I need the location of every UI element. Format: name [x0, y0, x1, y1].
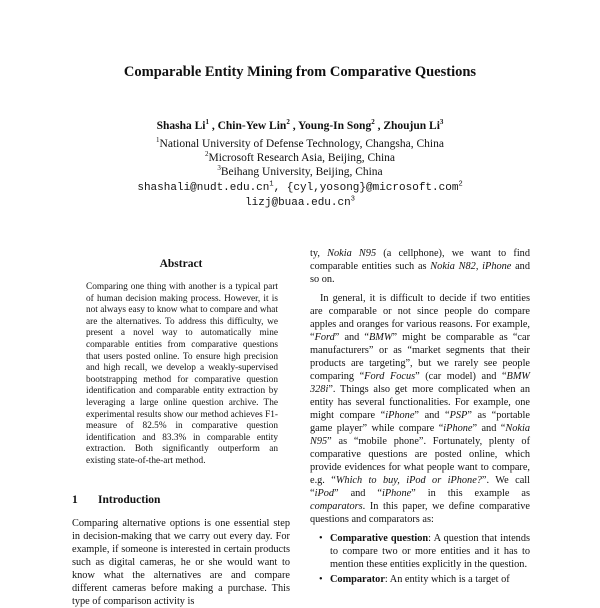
entity-term: comparators [310, 501, 363, 512]
definition-term: Comparative question [330, 533, 429, 544]
text-run: (a cellphone), we want to find comparable entities such as [310, 248, 530, 272]
bullet-icon: • [319, 533, 323, 544]
entity-term: iPhone [443, 423, 473, 434]
entity-term: PSP [449, 410, 468, 421]
author-list: Shasha Li$^1$ , Chin-Yew Lin$^2$ , Young-In Song$^2$ , Zhoujun Li$^3$ [156, 118, 444, 132]
entity-term: iPhone [482, 261, 512, 272]
entity-term: Nokia N95 [310, 423, 530, 447]
list-item [310, 532, 530, 571]
affiliation [0, 166, 600, 178]
text-run: ” and “ [334, 488, 382, 499]
text-run: ” (car model) and “ [415, 371, 507, 382]
author-name: Chin-Yew Lin [217, 120, 287, 132]
affiliation [0, 138, 600, 150]
entity-term: Ford Focus [364, 371, 416, 382]
text-run: ” and “ [472, 423, 506, 434]
bullet-icon: • [319, 574, 323, 585]
section-number: 1 [72, 494, 78, 506]
list-item [310, 573, 530, 586]
text-run: . In this paper, we define comparative questions and comparators as: [310, 501, 530, 525]
example-question: Which to buy, iPod or iPhone? [335, 475, 482, 486]
email-sup: 2 [458, 180, 463, 189]
email-sup: 1 [269, 180, 274, 189]
text-run: ” as “mobile phone”. Fortunately, plenty of comparative questions are posted online, which provide evidences for what people want to compare, e.g. “ [310, 436, 530, 486]
email-address: lizj@buaa.edu.cn [245, 197, 351, 209]
author-sup: 3 [439, 118, 444, 127]
affiliation-text: National University of Defense Technology, Changsha, China [159, 138, 444, 150]
text-run: and so on. [310, 261, 530, 285]
text-run: In general, it is difficult to decide if two entities are comparable or not since people do compare apples and oranges for various reasons. For example, “ [310, 293, 530, 343]
paragraph [310, 292, 530, 526]
affiliation-text: Beihang University, Beijing, China [220, 166, 383, 178]
text-run: ”. Things also get more complicated when an entity has several functionalities. For example, one might compare “ [310, 384, 530, 421]
text-run: ” and “ [334, 332, 369, 343]
section-heading [72, 494, 290, 506]
paragraph [310, 247, 530, 286]
affiliation-sup: 1 [156, 136, 160, 145]
email-line [0, 197, 600, 209]
entity-term: Nokia N82 [430, 261, 476, 272]
text-run: ” as “portable game player” while compare “ [310, 410, 530, 434]
definition-list [310, 532, 530, 586]
entity-term: BMW 328i [310, 371, 530, 395]
email-address: shashali@nudt.edu.cn [137, 182, 270, 194]
entity-term: Ford [314, 332, 335, 343]
definition-text: : An entity which is a target of [384, 574, 510, 585]
text-run: ”. We call “ [310, 475, 530, 499]
abstract-text: Comparing one thing with another is a typical part of human decision making process. However, it is not always easy to know what to compare and what are the alternatives. To address this difficulty, we present a novel way to automatically mine comparable entities from comparative questions that users posted online. To ensure high precision and high recall, we develop a weakly-supervised bootstrapping method for comparative question identification and comparable entity extraction by leveraging a large online question archive. The experimental results show our method achieves F1-measure of 82.5% in comparative question identification and 83.3% in comparable entity extraction. Both significantly outperform an existing state-of-the-art method. [86, 282, 278, 466]
entity-term: iPhone [382, 488, 412, 499]
affiliation [0, 152, 600, 164]
author-name: Shasha Li [156, 120, 206, 132]
text-run: , [475, 261, 483, 272]
email-line [0, 182, 600, 194]
author-sup: 1 [205, 118, 209, 127]
entity-term: BMW [369, 332, 393, 343]
text-run: ” in this example as [411, 488, 530, 499]
entity-term: Nokia N95 [327, 248, 377, 259]
entity-term: iPod [314, 488, 335, 499]
text-run: ” and “ [414, 410, 450, 421]
author-sup: 2 [371, 118, 375, 127]
right-column [310, 247, 530, 586]
email-sup: 3 [350, 195, 355, 204]
email-address: , {cyl,yosong}@microsoft.com [273, 182, 459, 194]
author-sup: 2 [286, 118, 290, 127]
definition-term: Comparator [330, 574, 385, 585]
affiliation-sup: 2 [204, 150, 209, 159]
author-name: Young-In Song [298, 120, 372, 132]
affiliation-text: Microsoft Research Asia, Beijing, China [208, 152, 396, 164]
definition-text: : A question that intends to compare two or more entities and it has to mention these entities explicitly in the question. [330, 533, 530, 570]
text-run: ty, [310, 248, 328, 259]
affiliation-sup: 3 [217, 164, 221, 173]
intro-text: Comparing alternative options is one essential step in decision-making that we carry out every day. For example, if someone is interested in certain products such as digital cameras, he or she would want to know what the alternatives are and compare different cameras before making a purchase. This type of comparison activity is [72, 518, 290, 607]
paper-title: Comparable Entity Mining from Comparative Questions [123, 64, 477, 80]
text-run: ” might be comparable as “car manufacturers” or as “market segments that their products are targeting”, but we rarely see people comparing “ [310, 332, 530, 382]
entity-term: iPhone [385, 410, 415, 421]
section-title: Introduction [98, 494, 161, 506]
abstract-heading: Abstract [159, 258, 203, 270]
author-name: Zhoujun Li [383, 120, 440, 132]
